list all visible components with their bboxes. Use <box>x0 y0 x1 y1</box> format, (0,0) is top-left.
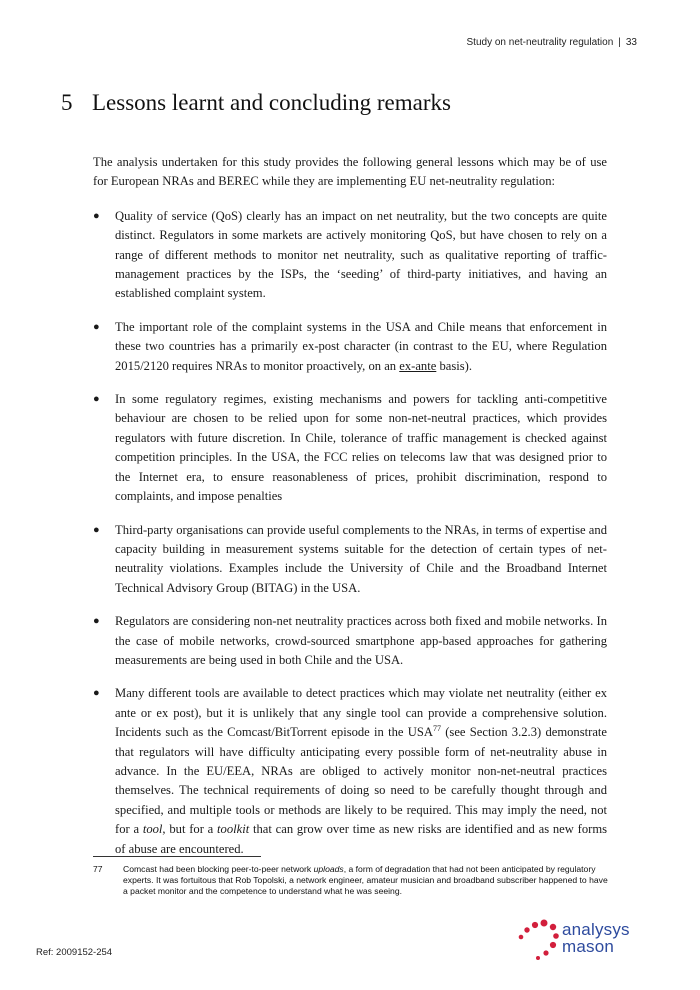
ex-ante-term: ex-ante <box>399 358 437 373</box>
bullet-icon: ● <box>93 209 100 222</box>
footnote <box>93 864 613 898</box>
page-number: 33 <box>625 37 637 48</box>
body-text <box>93 153 607 873</box>
list-item-text: Quality of service (QoS) clearly has an impact on net neutrality, but the two concepts are quite distinct. Regulators in some markets are actively monitoring QoS, but have chosen to rely on a range of different methods to monitor net neutrality, such as qualitative reporting of traffic-management practices by the ISPs, the ‘seeding’ of third-party initiatives, and having an established complaint system. <box>115 208 607 301</box>
chapter-title: Lessons learnt and concluding remarks <box>92 90 451 115</box>
list-item-text: The important role of the complaint systems in the USA and Chile means that enforcement in these two countries has a primarily ex-post character (in contrast to the EU, where Regulation 2015/2120 requires NRAs to monitor proactively, on an ex-ante basis). <box>115 319 607 373</box>
footnote-number: 77 <box>93 864 103 874</box>
logo-dots-icon <box>517 917 563 961</box>
footnote-reference[interactable]: 77 <box>432 724 441 734</box>
footnote-divider <box>93 856 261 857</box>
header-separator: | <box>618 37 621 48</box>
list-item <box>93 207 607 304</box>
running-header <box>467 37 638 48</box>
document-title: Study on net-neutrality regulation <box>466 37 614 48</box>
logo-line-2: mason <box>562 937 615 956</box>
bullet-icon: ● <box>93 320 100 333</box>
list-item-text: Many different tools are available to detect practices which may violate net neutrality (either ex ante or ex post), but it is unlikely that any single tool can provide a comprehensive solution. Incidents such as the Comcast/BitTorrent episode in the USA$^{77}$ (see Section 3.2.3) demonstrate that regulators will have difficulty anticipating every possible form of net-neutrality abuse in advance. In the EU/EEA, NRAs are obliged to actively monitor non-net-neutral practices themselves. The technical requirements of doing so need to be carefully thought through and specified, and multiple tools or methods are likely to be required. This may imply the need, not for a tool, but for a toolkit that can grow over time as new risks are identified and as new forms of abuse are encountered. <box>115 686 608 856</box>
document-reference: Ref: 2009152-254 <box>36 947 113 958</box>
intro-paragraph: The analysis undertaken for this study provides the following general lessons which may be of use for European NRAs and BEREC while they are implementing EU net-neutrality regulation: <box>93 155 607 189</box>
bullet-icon: ● <box>93 393 100 406</box>
bullet-icon: ● <box>93 615 100 628</box>
list-item <box>93 318 607 376</box>
chapter-number: 5 <box>61 90 73 115</box>
list-item-text: Third-party organisations can provide useful complements to the NRAs, in terms of expertise and capacity building in measurement systems suitable for the detection of certain types of net-neutrality violations. Examples include the University of Chile and the Broadband Internet Technical Advisory Group (BITAG) in the USA. <box>115 522 607 595</box>
logo-line-1: analysys <box>562 920 630 939</box>
list-item-text: In some regulatory regimes, existing mechanisms and powers for tackling anti-competitive behaviour are chosen to be relied upon for some non-net-neutral practices, which provides regulators with future discretion. In Chile, tolerance of traffic management is checked against competition principles. In the USA, the FCC relies on telecoms law that was designed prior to the Internet era, to ensure reasonableness of prices, prohibit discrimination, respond to complaints, and impose penalties <box>115 392 607 504</box>
emphasis-tool: tool <box>142 822 163 837</box>
bullet-icon: ● <box>93 687 100 700</box>
list-item-text: Regulators are considering non-net neutrality practices across both fixed and mobile networks. In the case of mobile networks, crowd-sourced smartphone app-based approaches for gathering measurements are being used in both Chile and the USA. <box>115 614 607 667</box>
bullet-icon: ● <box>93 523 100 536</box>
list-item <box>93 390 607 506</box>
analysys-mason-logo <box>517 917 647 961</box>
emphasis-toolkit: toolkit <box>217 822 250 837</box>
list-item <box>93 612 607 670</box>
logo-wordmark <box>562 921 652 955</box>
chapter-heading <box>61 90 451 116</box>
emphasis-uploads: uploads <box>313 864 344 874</box>
list-item <box>93 684 607 859</box>
lessons-list <box>93 207 607 859</box>
list-item <box>93 521 607 599</box>
footnote-text: Comcast had been blocking peer-to-peer network uploads, a form of degradation that had not been anticipated by regulatory experts. It was fortuitous that Rob Topolski, a network engineer, amateur musician and broadband subscriber happened to have a packet monitor and the competence to understand what he was seeing. <box>123 864 608 897</box>
